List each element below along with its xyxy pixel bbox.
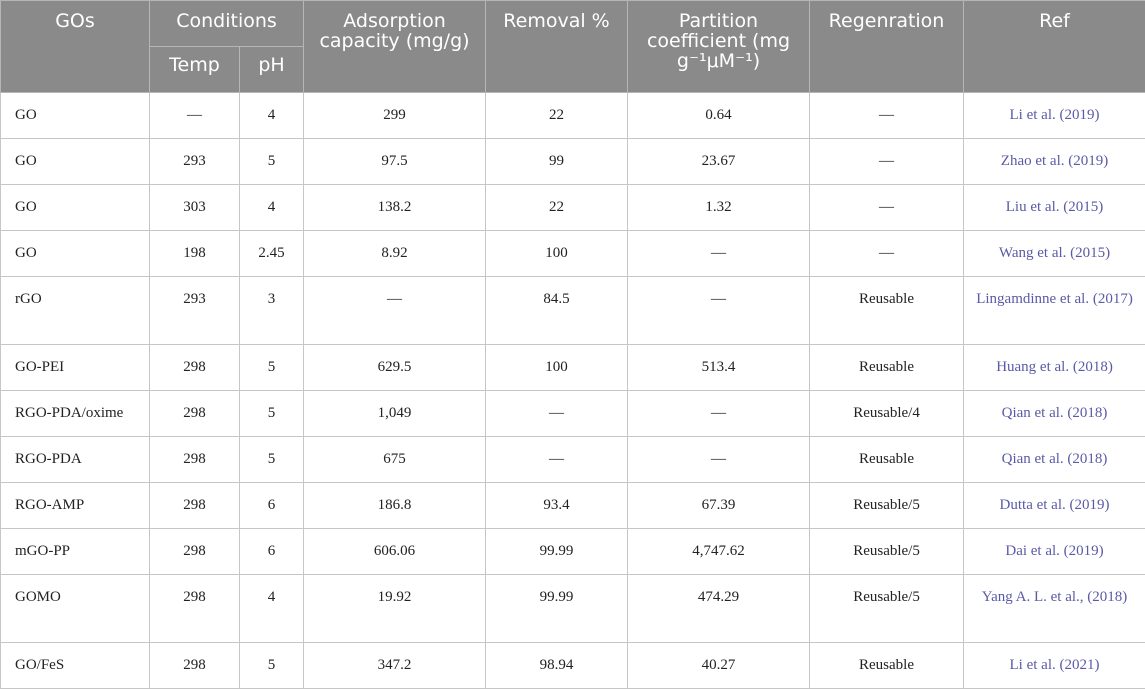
cell-regeneration: Reusable/5 <box>810 529 964 575</box>
cell-gos: GOMO <box>1 575 150 643</box>
cell-regeneration: Reusable <box>810 345 964 391</box>
cell-temp: 293 <box>150 277 240 345</box>
cell-regeneration: Reusable/4 <box>810 391 964 437</box>
table-row <box>1 483 1145 529</box>
header-removal: Removal % <box>486 1 628 93</box>
table-row <box>1 529 1145 575</box>
header-ref: Ref <box>964 1 1145 93</box>
cell-removal: 98.94 <box>486 643 628 689</box>
cell-adsorption-capacity: 299 <box>304 93 486 139</box>
table-header <box>1 1 1145 93</box>
cell-adsorption-capacity: 629.5 <box>304 345 486 391</box>
table-row <box>1 139 1145 185</box>
cell-gos: GO-PEI <box>1 345 150 391</box>
cell-partition-coefficient: 1.32 <box>628 185 810 231</box>
cell-adsorption-capacity: 186.8 <box>304 483 486 529</box>
cell-removal: 100 <box>486 345 628 391</box>
cell-partition-coefficient: 513.4 <box>628 345 810 391</box>
cell-ph: 5 <box>240 391 304 437</box>
cell-partition-coefficient: — <box>628 437 810 483</box>
cell-gos: RGO-PDA <box>1 437 150 483</box>
cell-temp: 298 <box>150 345 240 391</box>
cell-ph: 2.45 <box>240 231 304 277</box>
cell-removal: 100 <box>486 231 628 277</box>
table-body <box>1 93 1145 689</box>
cell-removal: 99.99 <box>486 529 628 575</box>
cell-ref[interactable]: Wang et al. (2015) <box>964 231 1145 277</box>
cell-adsorption-capacity: 347.2 <box>304 643 486 689</box>
cell-ph: 4 <box>240 575 304 643</box>
table-row <box>1 93 1145 139</box>
cell-gos: RGO-AMP <box>1 483 150 529</box>
cell-removal: 99 <box>486 139 628 185</box>
cell-partition-coefficient: — <box>628 277 810 345</box>
cell-temp: 298 <box>150 391 240 437</box>
cell-ref[interactable]: Li et al. (2019) <box>964 93 1145 139</box>
cell-adsorption-capacity: 8.92 <box>304 231 486 277</box>
cell-ph: 5 <box>240 139 304 185</box>
cell-temp: 298 <box>150 643 240 689</box>
header-temp: Temp <box>150 47 240 93</box>
header-ph: pH <box>240 47 304 93</box>
table-row <box>1 345 1145 391</box>
cell-removal: — <box>486 391 628 437</box>
table-row <box>1 185 1145 231</box>
cell-ph: 5 <box>240 345 304 391</box>
cell-regeneration: Reusable <box>810 277 964 345</box>
table-row <box>1 437 1145 483</box>
cell-gos: GO/FeS <box>1 643 150 689</box>
cell-regeneration: — <box>810 93 964 139</box>
cell-ref[interactable]: Huang et al. (2018) <box>964 345 1145 391</box>
cell-gos: rGO <box>1 277 150 345</box>
cell-gos: GO <box>1 231 150 277</box>
cell-adsorption-capacity: 606.06 <box>304 529 486 575</box>
header-adsorption-capacity: Adsorption capacity (mg/g) <box>304 1 486 93</box>
cell-temp: 298 <box>150 483 240 529</box>
cell-adsorption-capacity: 97.5 <box>304 139 486 185</box>
cell-ref[interactable]: Qian et al. (2018) <box>964 437 1145 483</box>
cell-ph: 6 <box>240 529 304 575</box>
cell-partition-coefficient: 40.27 <box>628 643 810 689</box>
cell-removal: 93.4 <box>486 483 628 529</box>
header-gos: GOs <box>1 1 150 93</box>
header-regeneration: Regenration <box>810 1 964 93</box>
table-row <box>1 391 1145 437</box>
cell-ref[interactable]: Li et al. (2021) <box>964 643 1145 689</box>
cell-ref[interactable]: Qian et al. (2018) <box>964 391 1145 437</box>
cell-ph: 5 <box>240 437 304 483</box>
cell-temp: 293 <box>150 139 240 185</box>
cell-gos: mGO-PP <box>1 529 150 575</box>
cell-removal: 22 <box>486 185 628 231</box>
table-row <box>1 277 1145 345</box>
cell-temp: 298 <box>150 575 240 643</box>
cell-ph: 4 <box>240 93 304 139</box>
cell-regeneration: Reusable/5 <box>810 483 964 529</box>
cell-ref[interactable]: Lingamdinne et al. (2017) <box>964 277 1145 345</box>
cell-regeneration: — <box>810 139 964 185</box>
cell-ph: 4 <box>240 185 304 231</box>
cell-removal: 22 <box>486 93 628 139</box>
cell-ref[interactable]: Dai et al. (2019) <box>964 529 1145 575</box>
table-row <box>1 643 1145 689</box>
cell-ref[interactable]: Zhao et al. (2019) <box>964 139 1145 185</box>
table-row <box>1 231 1145 277</box>
cell-ph: 6 <box>240 483 304 529</box>
cell-gos: GO <box>1 93 150 139</box>
cell-regeneration: Reusable/5 <box>810 575 964 643</box>
cell-adsorption-capacity: 675 <box>304 437 486 483</box>
cell-ph: 3 <box>240 277 304 345</box>
cell-ref[interactable]: Liu et al. (2015) <box>964 185 1145 231</box>
cell-adsorption-capacity: 1,049 <box>304 391 486 437</box>
cell-partition-coefficient: — <box>628 391 810 437</box>
cell-removal: — <box>486 437 628 483</box>
cell-regeneration: — <box>810 231 964 277</box>
cell-gos: GO <box>1 139 150 185</box>
cell-temp: — <box>150 93 240 139</box>
cell-partition-coefficient: — <box>628 231 810 277</box>
cell-temp: 298 <box>150 437 240 483</box>
cell-removal: 99.99 <box>486 575 628 643</box>
cell-partition-coefficient: 0.64 <box>628 93 810 139</box>
cell-removal: 84.5 <box>486 277 628 345</box>
cell-regeneration: — <box>810 185 964 231</box>
cell-temp: 198 <box>150 231 240 277</box>
cell-adsorption-capacity: 19.92 <box>304 575 486 643</box>
cell-gos: RGO-PDA/oxime <box>1 391 150 437</box>
header-conditions: Conditions <box>150 1 304 47</box>
cell-adsorption-capacity: 138.2 <box>304 185 486 231</box>
header-partition-coefficient: Partition coefficient (mg g⁻¹μM⁻¹) <box>628 1 810 93</box>
cell-ref[interactable]: Dutta et al. (2019) <box>964 483 1145 529</box>
cell-ref[interactable]: Yang A. L. et al., (2018) <box>964 575 1145 643</box>
cell-partition-coefficient: 474.29 <box>628 575 810 643</box>
cell-temp: 298 <box>150 529 240 575</box>
cell-gos: GO <box>1 185 150 231</box>
cell-ph: 5 <box>240 643 304 689</box>
cell-temp: 303 <box>150 185 240 231</box>
cell-partition-coefficient: 23.67 <box>628 139 810 185</box>
table-row <box>1 575 1145 643</box>
cell-adsorption-capacity: — <box>304 277 486 345</box>
cell-regeneration: Reusable <box>810 643 964 689</box>
cell-regeneration: Reusable <box>810 437 964 483</box>
cell-partition-coefficient: 67.39 <box>628 483 810 529</box>
cell-partition-coefficient: 4,747.62 <box>628 529 810 575</box>
